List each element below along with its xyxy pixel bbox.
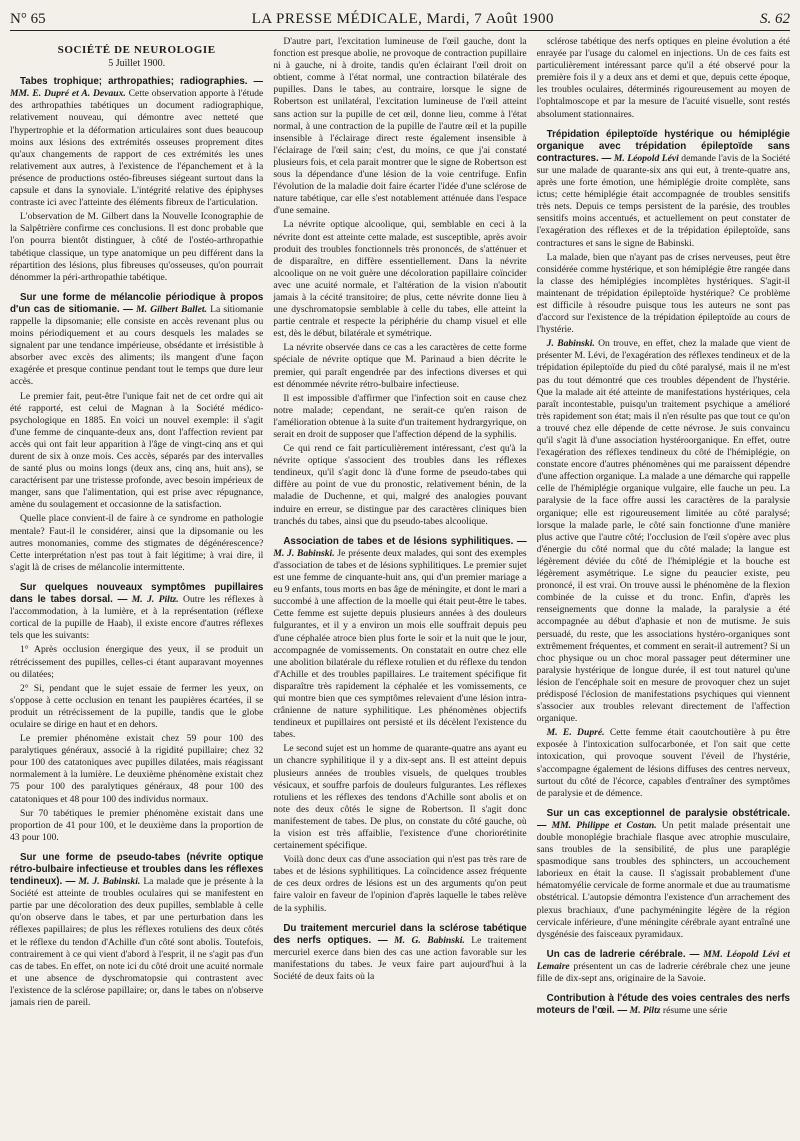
- article-paragraph: Voilà donc deux cas d'une association qui n'est pas très rare de tabes et de lésions syphilitiques. La coïncidence assez fréquente de ces deux ordres de lésions est un des arguments qu'on peut faire valoir en faveur de l'opinion d'après laquelle le tabes relève de la syphilis.: [273, 854, 527, 914]
- article-authors: M. J. Piltz.: [131, 594, 179, 606]
- section-date: 5 Juillet 1900.: [108, 58, 166, 70]
- article-paragraph: Le premier phénomène existait chez 59 pour 100 des paralytiques généraux, associé à la rigidité pupillaire; chez 32 pour 100 des catatoniques avec pupilles dilatées, mais réagissant normalement à la lumière. Le deuxième phénomène existait chez 75 pour 100 des paralytiques généraux, 48 pour 100 des catatoniques et 48 pour 100 des individus normaux.: [10, 733, 264, 805]
- article-paragraph: Le premier fait, peut-être l'unique fait net de cet ordre qui ait été rapporté, est celui de Magnan à la Société médico-psychologique en 1885. En voici un nouvel exemple: il s'agit d'une femme de cinquante-deux ans, dont l'affection revient par accès qui ont fait leur apparition à l'âge de vingt-cinq ans et qui durent de six à onze mois. Ces accès, séparés par des intervalles de santé plus ou moins longs (deux ans, cinq ans, huit ans), se caractérisent par une tristesse profonde, avec besoin impérieux de manger, sans que l'alimentation, qui est prise avec répugnance, amène du soulagement et occasionne de la satisfaction.: [10, 390, 264, 511]
- journal-title: LA PRESSE MÉDICALE, Mardi, 7 Août 1900: [251, 10, 554, 27]
- article-paragraph: [273, 536, 526, 742]
- section-title: SOCIÉTÉ DE NEUROLOGIE: [57, 44, 216, 56]
- column-1: [10, 36, 263, 1135]
- article-paragraph: [10, 76, 263, 209]
- article-paragraph: Le second sujet est un homme de quarante-quatre ans ayant eu un chancre syphilitique il y a dix-sept ans. Il est atteint depuis plusieurs années de troubles visuels, de quelques troubles vésicaux, et souffre parfois de douleurs fulgurantes. Les réflexes rotuliens et les réflexes des tendons d'Achille sont abolis et on note des deux côtés le signe de Robertson. Il s'agit donc manifestement de tabes. De plus, on constate du côté gauche, où la vision est très affaiblie, l'existence d'une choriorétinite certainement spécifique.: [273, 743, 527, 852]
- column-2: [273, 36, 526, 1135]
- speaker-name: M. E. Dupré.: [546, 727, 605, 739]
- page-number: S. 62: [759, 10, 790, 27]
- article-text: demande l'avis de la Société sur une malade de quarante-six ans qui eut, à trente-quatre ans, après une forte émotion, une hémiplégie droite complète, sans ictus; cette hémiplégie était accompagnée de troubles sensitifs très nets. Depuis ce temps persistent de la parésie, des troubles sensitifs moins accentués, et actuellement on peut constater de l'exagération des réflexes et de la trépidation épileptoïde, sans contractures et sans le signe de Babinski.: [536, 152, 790, 249]
- article-paragraph: La malade, bien que n'ayant pas de crises nerveuses, peut être considérée comme hystérique, et son hémiplégie être rangée dans la classe des hémiplégies incomplètes hystériques. S'agit-il maintenant de trépidation épileptoïde hystérique? Ce problème est difficile à résoudre puisque tous les auteurs ne sont pas d'accord sur l'existence de la trépidation épileptoïde au cours de l'hystérie.: [536, 251, 790, 336]
- article-authors: M. J. Babinski.: [273, 547, 335, 559]
- article-authors: MM. E. Dupré et A. Devaux.: [10, 88, 126, 100]
- article-paragraph: sclérose tabétique des nerfs optiques en pleine évolution a été enrayée par l'usage du calomel en injections. Un de ces faits est particulièrement intéressant parce qu'il a été observé pour la première fois il y a deux ans et demi et que, depuis cette époque, les troubles oculaires, déterminés rigoureusement au moyen de l'ophtalmoscope et par la mesure de l'acuité visuelle, sont restés absolument stationnaires.: [536, 36, 790, 120]
- article-paragraph: [537, 129, 790, 250]
- article-paragraph: [10, 582, 263, 642]
- article-text: Cette femme était caoutchoutière à pu être exposée à l'intoxication sulfocarbonée, et l'on sait que cette intoxication, qui provoque souvent l'éveil de l'hystérie, s'accompagne également de lésions diffuses des centres nerveux, surtout du côté de l'écorce, capables d'entraîner des symptômes de paralysie et de démence.: [536, 727, 790, 799]
- article-text: La malade que je présente à la Société est atteinte de troubles oculaires qui se manifestent en partie par une décoloration des deux pupilles, semblable à celle qu'on observe dans le tabes, et par une perturbation dans les réflexes papillaires; de plus les réflexes rotuliens des deux côtés et le réflexe du tendon d'Achille d'un côté sont abolis. Toutefois, contrairement à ce qui vient d'abord à l'esprit, il ne s'agit pas d'un cas de tabes. En effet, on note ici du côté droit une acuité normale et une absence de dyschromatopsie qui contrastent avec l'existence de la sclérose papillaire; or, dans le tabes on n'observe jamais rien de pareil.: [10, 876, 264, 1009]
- speaker-name: J. Babinski.: [546, 338, 595, 350]
- article-paragraph: Ce qui rend ce fait particulièrement intéressant, c'est qu'à la névrite optique s'associent des troubles dans les réflexes tendineux, qu'il s'agit donc là d'une forme de pseudo-tabes qui diffère au point de vue du pronostic, relativement bénin, de la maladie de Duchenne, et qui, malgré des analogies pouvant induire en erreur, se distingue par des caractères cliniques bien tranchés du tabes, ainsi que du pseudo-tabes alcoolique.: [273, 443, 527, 527]
- issue-number: N° 65: [10, 10, 46, 27]
- article-authors: MM. Léopold Lévi et Lemaire: [536, 948, 790, 972]
- article-text: Je présente deux malades, qui sont des exemples d'association de tabes et de lésions syphilitiques. Le premier sujet est une femme de cinquante-huit ans, qui d'un premier mariage a eu 9 enfants, tous morts en bas âge de méningite, et dont le mari a succombé à une affection de la moelle qui était peut-être le tabes. Cette femme est sujette depuis plusieurs années à des douleurs fulgurantes, et il y a environ un mois elle souffrait depuis peu d'une céphalée atroce bien plus forte le soir et la nuit que le jour, accompagnée de vomissements. On constatait en outre chez elle une abolition bilatérale du réflexe rotulien et du réflexe du tendon d'Achille et des troubles papillaires. Le traitement spécifique fit disparaître très rapidement la céphalée et les vomissements, ce qui montre bien que ces symptômes relevaient d'une lésion intra-crânienne de nature syphilitique. Les phénomènes objectifs tendineux et pupillaires ont persisté et ils décèlent l'existence du tabes.: [273, 547, 527, 741]
- article-text: Un petit malade présentait une double monoplégie brachiale flasque avec atrophie musculaire, sans troubles de la sensibilité, de plus une paraplégie spasmodique sans troubles des sphincters, un accouchement laborieux en était la cause. Il s'agissait probablement d'une hématomyélie cervicale de forme anormale et due au traumatisme obstétrical. L'autopsie démontra l'existence d'un arrachement des plexus brachiaux, d'une pachyméningite légère de la région cervicale inférieure, d'une méningite cérébrale ayant entraîné une dysgénésie des faisceaux pyramidaux.: [536, 819, 790, 940]
- article-authors: M. G. Babinski.: [394, 934, 465, 946]
- article-authors: M. J. Babinski.: [78, 876, 141, 888]
- article-text: résume une série: [662, 1005, 728, 1017]
- article-heading: Sur une forme de mélancolie périodique à propos d'un cas de sitiomanie. —: [10, 291, 264, 315]
- article-paragraph: 1° Après occlusion énergique des yeux, il se produit un rétrécissement des pupilles, celles-ci étant auparavant moyennes ou dilatées;: [10, 644, 264, 680]
- article-text: Outre les réflexes à l'accommodation, à la lumière, et à la représentation (réflexe cortical de la pupille de Haab), il existe encore d'autres réflexes tels que les suivants:: [10, 594, 264, 642]
- masthead: [10, 8, 790, 31]
- article-text: Le traitement mercuriel exerce dans bien des cas une action favorable sur les manifestations du tabes. Je veux faire part aujourd'hui à la Société de deux faits où la: [273, 934, 527, 983]
- article-paragraph: Sur 70 tabétiques le premier phénomène existait dans une proportion de 41 pour 100, et le deuxième dans la proportion de 43 pour 100.: [10, 807, 264, 843]
- article-heading: Du traitement mercuriel dans la sclérose tabétique des nerfs optiques. —: [273, 922, 527, 946]
- article-paragraph: [10, 852, 263, 1009]
- article-paragraph: [273, 923, 526, 983]
- article-paragraph: Il est impossible d'affirmer que l'infection soit en cause chez notre malade; cependant, ne serait-ce qu'en raison de l'amélioration obtenue à la suite d'un traitement hydrargyrique, on serait en droit de supposer que l'affection dépend de la syphilis.: [273, 392, 527, 440]
- article-paragraph: [10, 292, 263, 389]
- article-authors: M. Gilbert Ballet.: [136, 303, 207, 315]
- article-text: La sitiomanie rappelle la dipsomanie; elle consiste en accès revenant plus ou moins périodiquement et au cours desquels les malades se signalent par une tendance impérieuse, obsédante et irrésistible à absorber avec excès des aliments; ils mangent d'une façon exagérée et presque continue pendant tout le temps que dure leur accès.: [10, 303, 264, 388]
- article-text: présentent un cas de ladrerie cérébrale chez une jeune fille de dix-sept ans, originaire de la Savoie.: [536, 960, 790, 985]
- article-heading: Sur quelques nouveaux symptômes pupillaires dans le tabes dorsal. —: [10, 581, 264, 606]
- article-authors: M. Piltz: [629, 1005, 661, 1017]
- article-heading: Trépidation épileptoïde hystérique ou hémiplégie organique avec trépidation épileptoïde sans contractures. —: [536, 128, 790, 164]
- article-paragraph: La névrite observée dans ce cas a les caractères de cette forme spéciale de névrite optique que M. Parinaud a bien décrite le premier, qui paraît engendrée par des infections diverses et qui est dénommée névrite rétro-bulbaire infectieuse.: [273, 342, 527, 390]
- article-heading: Sur une forme de pseudo-tabes (névrite optique rétro-bulbaire infectieuse et troubles dans les réflexes tendineux). —: [10, 851, 264, 888]
- article-paragraph: [537, 949, 790, 985]
- article-paragraph: D'autre part, l'excitation lumineuse de l'œil gauche, dont la fonction est presque abolie, ne provoque de contraction pupillaire ni à gauche, ni à droite, tandis qu'en éclairant l'œil droit on obtient, comme à l'état normal, une contraction bilatérale des pupilles. Dans le tabes, au contraire, lorsque le signe de Robertson est unilatéral, l'excitation lumineuse de l'œil atteint sans action sur la pupille de cet œil, donne lieu, comme à l'état normal, à une contraction de la pupille de l'autre œil et la pupille insensible à l'éclairage direct reste également insensible à l'éclairage de l'œil sain; c'est, du moins, ce que j'ai constaté plusieurs fois, et cela parait montrer que le signe de Robertson est sous la dépendance d'une lésion de la voie centrifuge. Enfin l'évolution de la maladie doit faire écarter l'idée d'une sclérose de nature tabétique, car elle s'est notablement atténuée dans l'espace d'une semaine.: [273, 36, 527, 217]
- article-heading: Sur un cas exceptionnel de paralysie obstétricale. —: [536, 807, 790, 831]
- article-paragraph: 2° Si, pendant que le sujet essaie de fermer les yeux, on s'oppose à cette occlusion en tenant les paupières écartées, il se produit un rétrécissement de la pupille, tandis que le globe oculaire se dirige en haut et en dehors.: [10, 682, 264, 730]
- column-3: [537, 36, 790, 1135]
- article-text: Cette observation apporte à l'étude des arthropathies tabétiques un document radiographique, relativement nouveau, qui démontre avec netteté que l'hypertrophie et la déformation articulaires sont dues beaucoup moins aux lésions des extrémités osseuses proprement dites qu'aux changements de rapport de ces extrémités les unes relativement aux autres, à l'existence de l'épanchement et à la présence de productions ostéo-fibreuses siégeant surtout dans la capsule et dans la synoviale. L'intégrité relative des épiphyses contraste ici avec l'atteinte des éléments fibreux de l'articulation.: [10, 88, 264, 209]
- article-heading: Tabes trophique; arthropathies; radiographies. —: [20, 76, 264, 88]
- article-paragraph: La névrite optique alcoolique, qui, semblable en ceci à la névrite dont est atteinte cette malade, est susceptible, après avoir produit des troubles fonctionnels très prononcés, de s'atténuer et de disparaître, en diffère essentiellement. Dans la névrite alcoolique on ne voit guère une décoloration papillaire coïncider avec une acuité normale, et l'altération de la vision n'aboutit jamais à la cécité transitoire; de plus, cette névrite donne lieu à une dyschromatopsie semblable à celle du tabes, elle atteint la partie centrale et respecte la périphérie du champ visuel et elle est, dès le début, bilatérale et symétrique.: [273, 219, 527, 340]
- article-heading: Contribution à l'étude des voies centrales des nerfs moteurs de l'œil. —: [536, 993, 790, 1017]
- article-authors: MM. Philippe et Costan.: [551, 819, 657, 831]
- article-paragraph: [537, 993, 790, 1017]
- columns: [10, 36, 790, 1135]
- article-heading: Association de tabes et de lésions syphilitiques. —: [283, 535, 527, 547]
- article-paragraph: [537, 727, 790, 800]
- article-paragraph: [537, 338, 790, 725]
- article-paragraph: L'observation de M. Gilbert dans la Nouvelle Iconographie de la Salpêtrière confirme ces conclusions. Il est donc probable que l'on pourra bientôt distinguer, à côté de l'ostéo-arthropathie tabétique classique, un type anatomique un peu différent dans la répartition des lésions, plus fibreuses qu'osseuses, qu'on pourrait dénommer la péri-arthropathie tabétique.: [10, 211, 264, 283]
- article-text: On trouve, en effet, chez la malade que vient de présenter M. Lévi, de l'exagération des réflexes tendineux et de la trépidation épileptoïde du pied du côté paralysé, mais il ne m'est pas du tout démontré que ces troubles dépendent de l'hystérie. Que la malade ait été atteinte de manifestations hystériques, cela paraît incontestable, puisqu'un traitement psychique a amélioré très rapidement son état; mais il n'en résulte pas que tout ce qu'on a trouvé chez elle dépende de cette névrose. Je suis convaincu qu'il s'agit là d'une association hystéroorganique. En effet, outre l'exagération des réflexes tendineux du côté de l'hémiplégie, on constate encore d'autres phénomènes qui me paraissent dépendre d'une affection organique. La malade a une démarche qui rappelle celle de l'hémiplégie organique vulgaire, elle fauche un peu. La paralysie de la face offre aussi les caractères de la paralysie organique; elle est rigoureusement limitée au côté paralysé; lorsque la malade parle, le côté sain fonctionne d'une manière plus active que l'autre côté; l'occlusion de l'œil s'opère avec plus d'énergie du côté normal que du côté malade; la langue est légèrement déviée du côté de l'hémiplégie et la bouche est légèrement asymétrique. Le signe du peaucier existe, peu prononcé, il est vrai. On trouve aussi le phénomène de la flexion combinée de la cuisse et du tronc. Enfin, d'après les renseignements que donne la malade, la paralysie a été accompagnée au début d'aphasie et non de mutisme. Je suis persuadé, du reste, que les associations hystéro-organiques sont extrêmement fréquentes, et comment en serait-il autrement? Si un choc physique ou un choc moral passager peut déterminer une paralysie hystérique de longue durée, il est tout naturel qu'une lésion de l'encéphale soit en mesure de provoquer chez un sujet prédisposé l'éclosion de manifestations psychiques qui viennent s'associer aux troubles relevant directement de l'affection organique.: [536, 338, 790, 725]
- article-paragraph: Quelle place convient-il de faire à ce syndrome en pathologie mentale? Faut-il le considérer, ainsi que la dipsomanie ou les autres monomanies, comme des stigmates de dégénérescence? Cette interprétation n'est pas tout à fait légitime; à vrai dire, il s'agit là de crises de mélancolie intermittente.: [10, 513, 264, 573]
- article-paragraph: [537, 808, 790, 941]
- article-heading: Un cas de ladrerie cérébrale. —: [546, 948, 700, 960]
- article-authors: M. Léopold Lévi: [613, 152, 679, 164]
